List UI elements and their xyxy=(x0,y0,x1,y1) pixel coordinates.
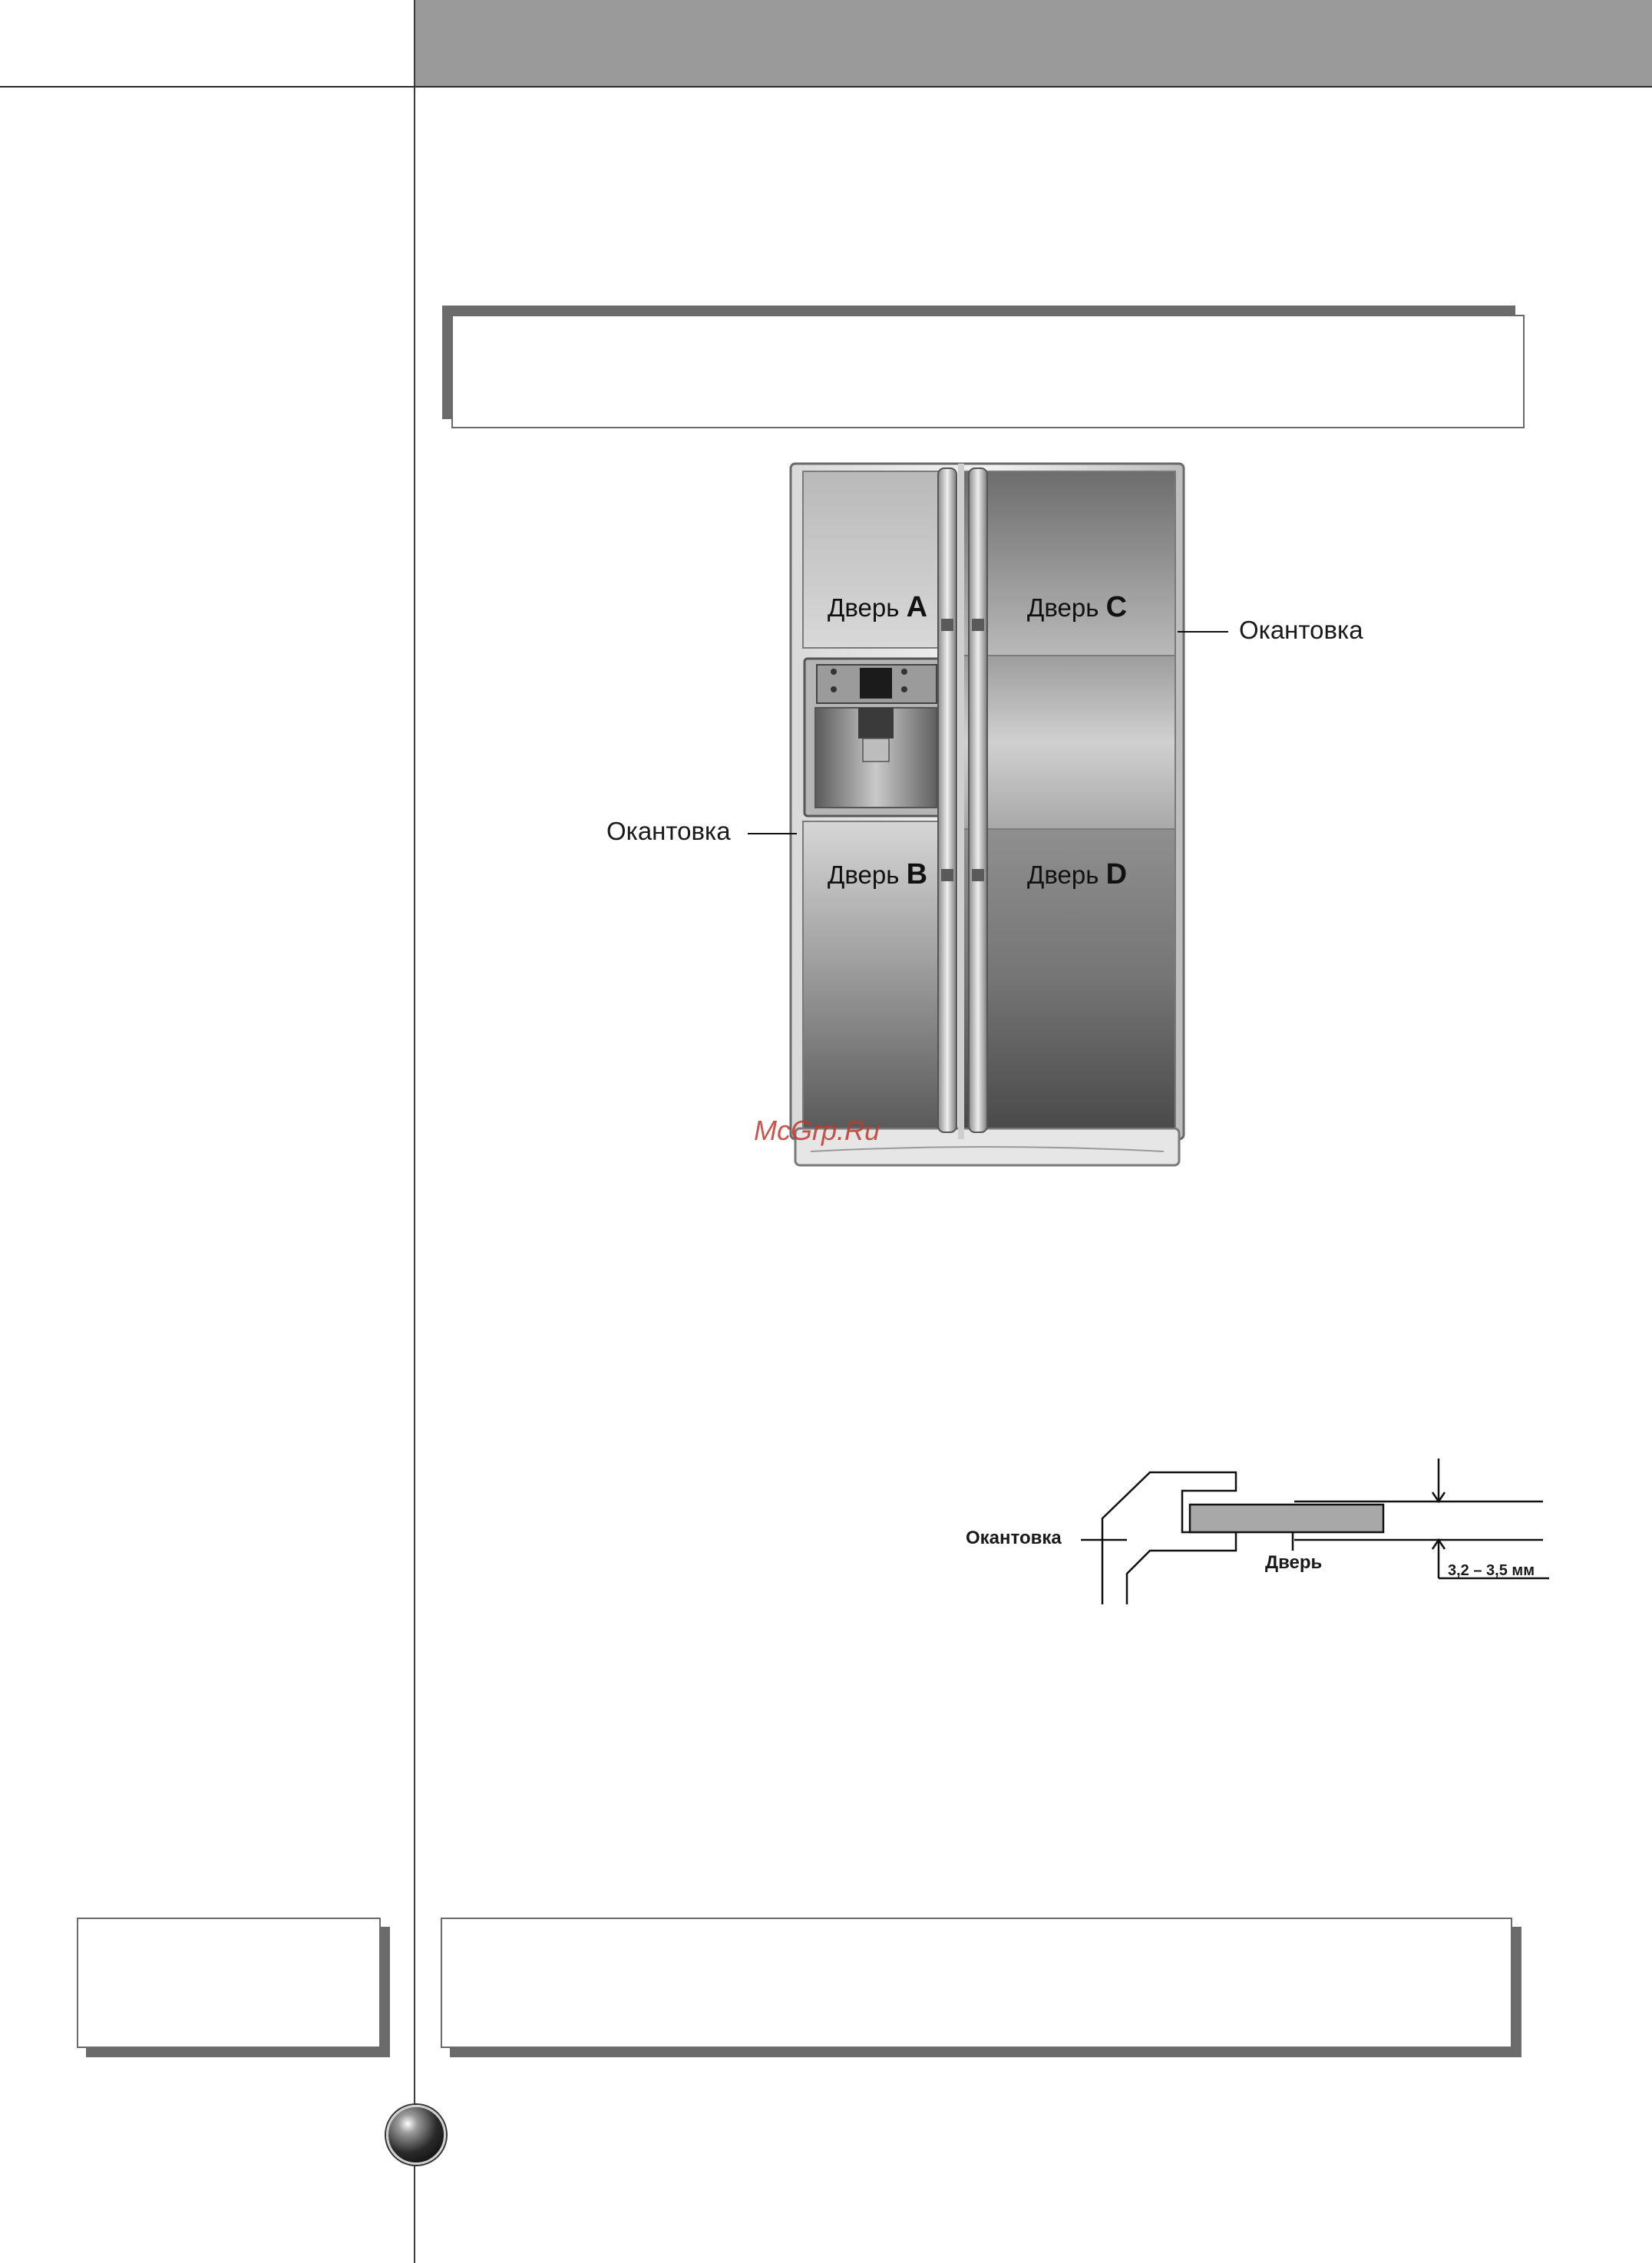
door-c-label: Дверь C xyxy=(1027,591,1128,623)
header-band xyxy=(415,0,1652,86)
gap-diagram-trim-label: Окантовка xyxy=(966,1528,1062,1548)
gap-diagram-gap-label: 3,2 – 3,5 мм xyxy=(1448,1562,1535,1579)
header-rule xyxy=(0,86,1652,88)
trim-right-label: Окантовка xyxy=(1239,616,1363,644)
side-column-rule xyxy=(414,0,415,2263)
section-title-box xyxy=(451,315,1525,428)
page-number-marker xyxy=(386,2105,446,2165)
watermark: McGrp.Ru xyxy=(754,1115,881,1146)
side-note-box xyxy=(77,1918,381,2048)
door-a-label: Дверь A xyxy=(828,591,928,623)
gap-diagram-door-label: Дверь xyxy=(1265,1552,1323,1573)
refrigerator-illustration xyxy=(788,461,1187,1171)
trim-left-label: Окантовка xyxy=(606,817,731,845)
door-d-label: Дверь D xyxy=(1027,858,1128,890)
trim-right-leader xyxy=(1178,631,1228,633)
door-b-label: Дверь B xyxy=(828,858,928,890)
trim-left-leader xyxy=(748,833,797,834)
main-note-box xyxy=(441,1918,1512,2048)
